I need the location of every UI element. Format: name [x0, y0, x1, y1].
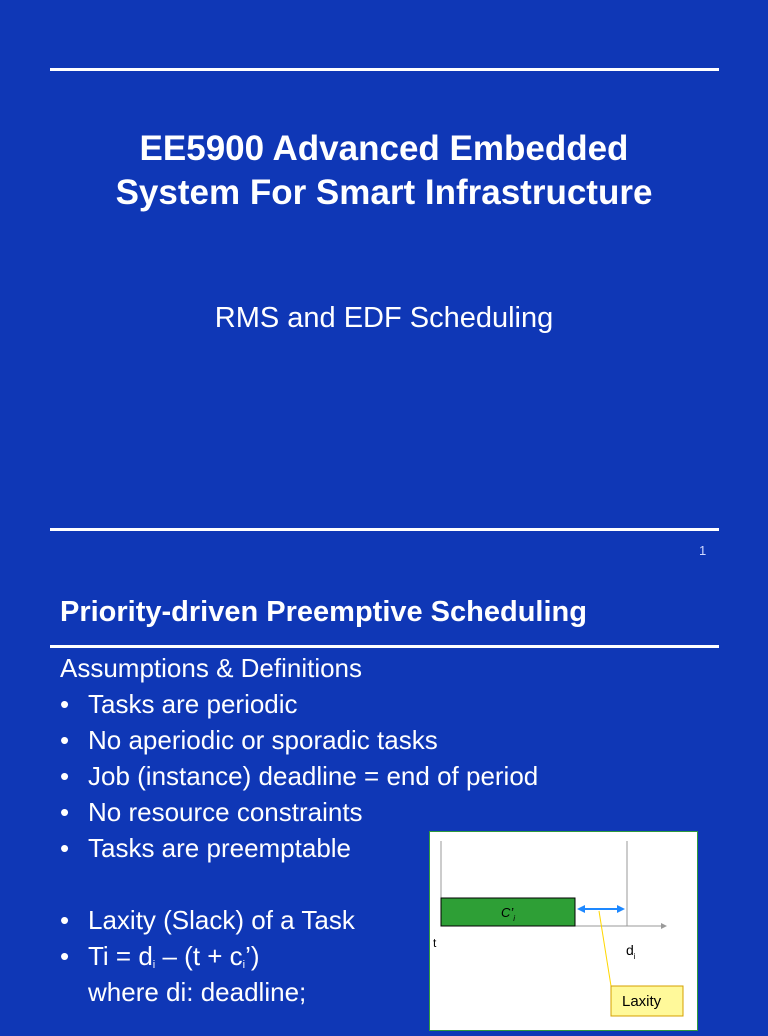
bullet-icon: • — [60, 833, 70, 863]
section-heading: Priority-driven Preemptive Scheduling — [60, 596, 587, 628]
list-item-text: No resource constraints — [88, 797, 363, 827]
list-item — [60, 686, 680, 722]
formula-middle: – (t + c — [155, 941, 243, 971]
formula-lhs: Ti = d — [88, 941, 153, 971]
list-item-text: No aperiodic or sporadic tasks — [88, 725, 438, 755]
laxity-label: Laxity — [622, 993, 662, 1010]
where-line-text: where di: deadline; — [88, 977, 307, 1007]
list-item-text: Laxity (Slack) of a Task — [88, 905, 355, 935]
list-item — [60, 794, 680, 830]
bullet-icon: • — [60, 689, 70, 719]
list-item-text: Job (instance) deadline = end of period — [88, 761, 539, 791]
formula-sub-i: i — [152, 959, 156, 971]
slide-title — [40, 127, 728, 215]
list-item — [60, 758, 680, 794]
laxity-diagram-svg — [429, 831, 699, 1031]
t-label: t — [433, 936, 437, 950]
list-item — [60, 722, 680, 758]
list-item-text: Tasks are preemptable — [88, 833, 352, 863]
formula-end: ’) — [245, 941, 260, 971]
bullet-icon: • — [60, 941, 70, 971]
list-item-text: Tasks are periodic — [88, 689, 298, 719]
top-rule — [50, 68, 719, 71]
slide-title-line-2: System For Smart Infrastructure — [115, 173, 653, 212]
d-label: $d_i$ — [626, 942, 636, 961]
slide-title-line-1: EE5900 Advanced Embedded — [139, 129, 629, 168]
bullet-icon: • — [60, 725, 70, 755]
laxity-diagram — [429, 831, 699, 1031]
bullet-icon: • — [60, 905, 70, 935]
heading-rule — [50, 645, 719, 648]
bullet-icon: • — [60, 761, 70, 791]
page-number: 1 — [699, 543, 707, 558]
bottom-rule — [50, 528, 719, 531]
c-label: $C’_i$ — [501, 905, 516, 923]
formula-sub-i-2: i — [242, 959, 246, 971]
laxity-formula — [88, 938, 260, 974]
slide-subtitle: RMS and EDF Scheduling — [214, 302, 554, 334]
list-intro-text: Assumptions & Definitions — [60, 653, 363, 683]
bullet-icon: • — [60, 797, 70, 827]
list-intro — [60, 650, 680, 686]
